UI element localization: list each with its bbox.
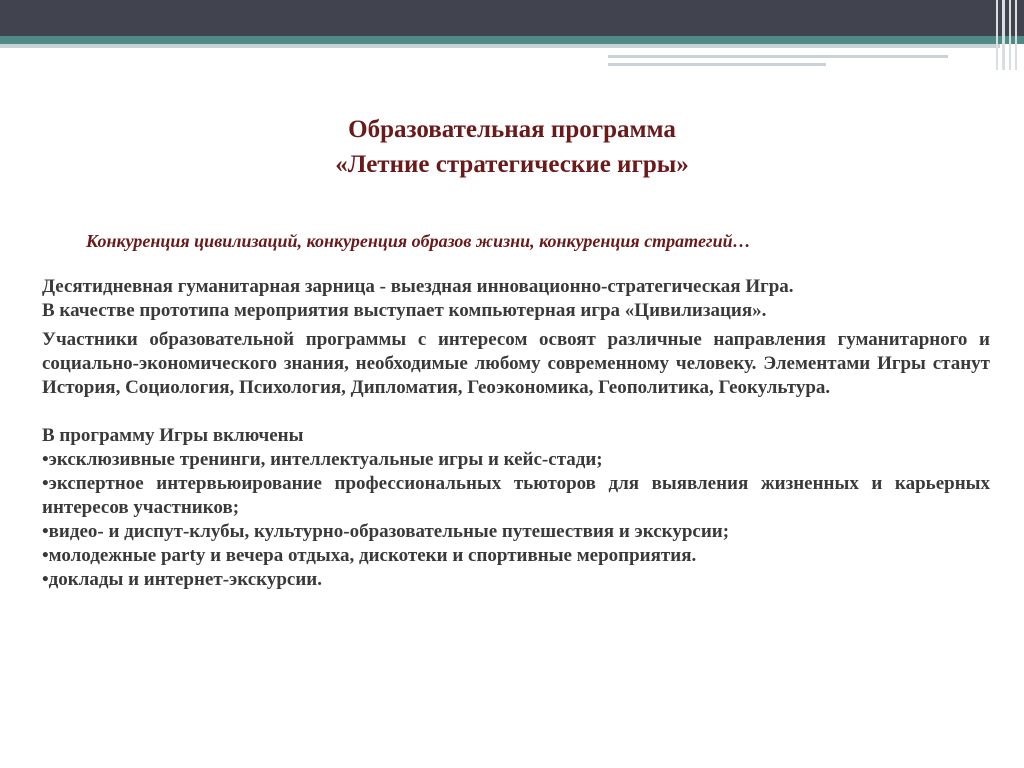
title-line-2: «Летние стратегические игры» [335, 151, 689, 178]
list-item: •доклады и интернет-экскурсии. [42, 569, 322, 590]
list-item: •молодежные party и вечера отдыха, дискотеки и спортивные мероприятия. [42, 545, 697, 566]
header-gray-line [0, 44, 1000, 48]
title-line-1: Образовательная программа [348, 116, 676, 143]
decor-line-short [608, 63, 826, 66]
page-subtitle: Конкуренция цивилизаций, конкуренция образов жизни, конкуренция стратегий… [86, 231, 751, 251]
paragraph-zarnitsa: Десятидневная гуманитарная зарница - выездная инновационно-стратегическая Игра. [42, 276, 794, 297]
header-dark-band [0, 0, 1024, 36]
body-text [42, 275, 990, 592]
page-title [0, 112, 1024, 182]
list-item: •видео- и диспут-клубы, культурно-образовательные путешествия и экскурсии; [42, 521, 730, 542]
program-heading: В программу Игры включены [42, 425, 304, 446]
paragraph-participants: Участники образовательной программы с интересом освоят различные направления гуманитарного и социально-экономического знания, необходимые любому современному человеку. Элементами Игры станут История, Социология, Психология, Дипломатия, Геоэкономика, Геополитика, Геокультура. [42, 329, 990, 398]
decor-line-long [608, 55, 948, 58]
list-item: •экспертное интервьюирование профессиональных тьюторов для выявления жизненных и карьерных интересов участников; [42, 473, 990, 518]
decor-vertical-stripes [992, 0, 1024, 70]
header-teal-band [0, 36, 1024, 44]
list-item: •эксклюзивные тренинги, интеллектуальные игры и кейс-стади; [42, 449, 603, 470]
paragraph-prototype: В качестве прототипа мероприятия выступает компьютерная игра «Цивилизация». [42, 300, 767, 321]
